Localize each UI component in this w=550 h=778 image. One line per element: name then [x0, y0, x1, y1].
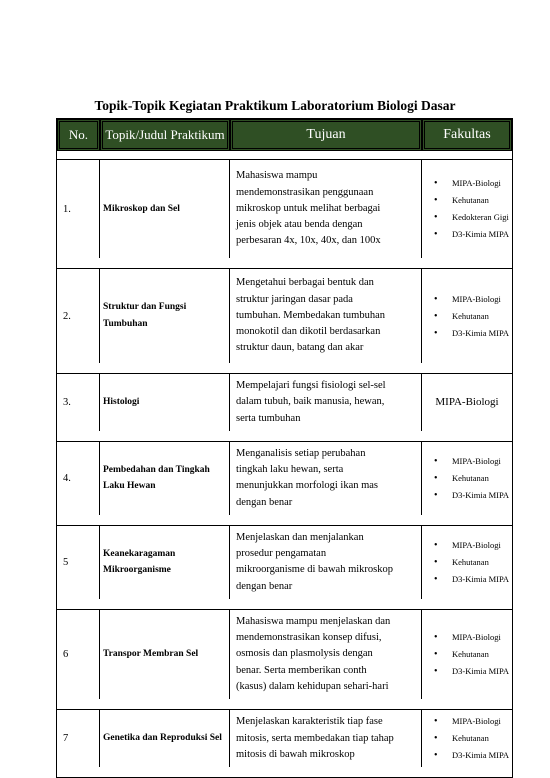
- topik-line: Struktur dan Fungsi: [103, 302, 187, 313]
- table-row: [57, 159, 512, 258]
- row-topik: [100, 268, 230, 363]
- table-row: [57, 709, 512, 767]
- row-number: 7: [57, 709, 100, 767]
- table-row: [57, 268, 512, 363]
- tujuan-line: Mengetahui berbagai bentuk dan: [236, 277, 374, 289]
- tujuan-line: tingkah laku hewan, serta: [236, 464, 344, 476]
- practicum-table: [56, 118, 513, 778]
- table-row: [57, 441, 512, 515]
- fakultas-item: • MIPA-Biologi: [432, 629, 512, 646]
- fakultas-item: • MIPA-Biologi: [432, 291, 512, 308]
- topik-line: Tumbuhan: [103, 319, 148, 329]
- fakultas-item: • MIPA-Biologi: [432, 175, 512, 192]
- topik-line: Mikroorganisme: [103, 565, 171, 576]
- topik-line: Genetika dan Reproduksi Sel: [103, 733, 222, 744]
- header-no: No.: [57, 119, 100, 151]
- tujuan-line: menunjukkan morfologi ikan mas: [236, 480, 379, 492]
- row-topik: [100, 159, 230, 258]
- row-fakultas: [422, 441, 512, 515]
- tujuan-line: dengan benar: [236, 580, 293, 592]
- topik-line: Transpor Membran Sel: [103, 649, 199, 660]
- row-number: 1.: [57, 159, 100, 258]
- tujuan-line: mendemonstrasikan penggunaan: [236, 186, 374, 198]
- tujuan-line: benar. Serta memberikan conth: [236, 664, 367, 676]
- tujuan-line: jenis objek atau benda dengan: [236, 219, 363, 231]
- tujuan-line: mikroskop untuk melihat berbagai: [236, 202, 381, 214]
- tujuan-line: serta tumbuhan: [236, 412, 301, 424]
- fakultas-item: • Kehutanan: [432, 730, 512, 747]
- row-fakultas: [422, 268, 512, 363]
- fakultas-single: MIPA-Biologi: [435, 396, 499, 409]
- row-tujuan: [230, 609, 422, 699]
- fakultas-item: • Kehutanan: [432, 554, 512, 571]
- fakultas-item: • Kehutanan: [432, 646, 512, 663]
- fakultas-item: • D3-Kimia MIPA: [432, 747, 512, 764]
- tujuan-line: tumbuhan. Membedakan tumbuhan: [236, 309, 386, 321]
- fakultas-list: [432, 175, 512, 243]
- table-row: [57, 609, 512, 699]
- tujuan-line: mitosis, serta membedakan tiap tahap: [236, 732, 394, 744]
- row-number: 2.: [57, 268, 100, 363]
- row-topik: [100, 609, 230, 699]
- header-tujuan: Tujuan: [230, 119, 422, 151]
- table-row: [57, 525, 512, 599]
- topik-line: Laku Hewan: [103, 481, 156, 492]
- fakultas-item: • D3-Kimia MIPA: [432, 487, 512, 504]
- row-number: 5: [57, 525, 100, 599]
- topik-line: Mikroskop dan Sel: [103, 203, 180, 214]
- row-tujuan: [230, 441, 422, 515]
- fakultas-list: [432, 291, 512, 342]
- tujuan-line: Mahasiswa mampu menjelaskan dan: [236, 615, 391, 627]
- table-body: [57, 159, 512, 777]
- tujuan-line: struktur jaringan dasar pada: [236, 293, 353, 305]
- fakultas-item: • MIPA-Biologi: [432, 713, 512, 730]
- row-topik: [100, 441, 230, 515]
- row-fakultas: [422, 373, 512, 431]
- row-topik: [100, 525, 230, 599]
- row-tujuan: [230, 525, 422, 599]
- row-tujuan: [230, 373, 422, 431]
- tujuan-line: osmosis dan plasmolysis dengan: [236, 648, 373, 660]
- table-header: [57, 119, 512, 151]
- tujuan-line: mendemonstrasikan konsep difusi,: [236, 632, 382, 644]
- tujuan-line: monokotil dan dikotil berdasarkan: [236, 326, 381, 338]
- row-topik: [100, 709, 230, 767]
- fakultas-item: • D3-Kimia MIPA: [432, 325, 512, 342]
- fakultas-item: • D3-Kimia MIPA: [432, 663, 512, 680]
- row-fakultas: [422, 609, 512, 699]
- fakultas-item: • MIPA-Biologi: [432, 537, 512, 554]
- row-number: 4.: [57, 441, 100, 515]
- header-fakultas: Fakultas: [422, 119, 512, 151]
- header-topik: Topik/Judul Praktikum: [100, 119, 230, 151]
- table-row: [57, 373, 512, 431]
- fakultas-item: • Kedokteran Gigi: [432, 209, 512, 226]
- fakultas-item: • Kehutanan: [432, 470, 512, 487]
- fakultas-list: [432, 713, 512, 764]
- fakultas-list: [432, 537, 512, 588]
- row-number: 3.: [57, 373, 100, 431]
- tujuan-line: (kasus) dalam kehidupan sehari-hari: [236, 680, 389, 692]
- fakultas-list: [432, 453, 512, 504]
- tujuan-line: perbesaran 4x, 10x, 40x, dan 100x: [236, 235, 381, 247]
- fakultas-item: • Kehutanan: [432, 192, 512, 209]
- tujuan-line: mitosis di bawah mikroskop: [236, 748, 355, 760]
- row-fakultas: [422, 709, 512, 767]
- tujuan-line: struktur daun, batang dan akar: [236, 342, 364, 354]
- tujuan-line: Menganalisis setiap perubahan: [236, 447, 366, 459]
- topik-line: Keanekaragaman: [103, 548, 176, 559]
- tujuan-line: dengan benar: [236, 496, 293, 508]
- row-topik: [100, 373, 230, 431]
- fakultas-item: • MIPA-Biologi: [432, 453, 512, 470]
- tujuan-line: mikroorganisme di bawah mikroskop: [236, 564, 393, 576]
- row-fakultas: [422, 525, 512, 599]
- tujuan-line: dalam tubuh, baik manusia, hewan,: [236, 396, 385, 408]
- topik-line: Histologi: [103, 397, 140, 408]
- fakultas-item: • D3-Kimia MIPA: [432, 226, 512, 243]
- tujuan-line: prosedur pengamatan: [236, 548, 327, 560]
- fakultas-item: • D3-Kimia MIPA: [432, 571, 512, 588]
- topik-line: Pembedahan dan Tingkah: [103, 464, 210, 475]
- fakultas-item: • Kehutanan: [432, 308, 512, 325]
- row-tujuan: [230, 159, 422, 258]
- page-title: Topik-Topik Kegiatan Praktikum Laboratorium Biologi Dasar: [94, 98, 456, 113]
- row-tujuan: [230, 709, 422, 767]
- fakultas-list: [432, 629, 512, 680]
- row-number: 6: [57, 609, 100, 699]
- tujuan-line: Mempelajari fungsi fisiologi sel-sel: [236, 380, 386, 391]
- tujuan-line: Menjelaskan karakteristik tiap fase: [236, 716, 383, 728]
- row-tujuan: [230, 268, 422, 363]
- tujuan-line: Menjelaskan dan menjalankan: [236, 531, 364, 543]
- tujuan-line: Mahasiswa mampu: [236, 170, 318, 182]
- row-fakultas: [422, 159, 512, 258]
